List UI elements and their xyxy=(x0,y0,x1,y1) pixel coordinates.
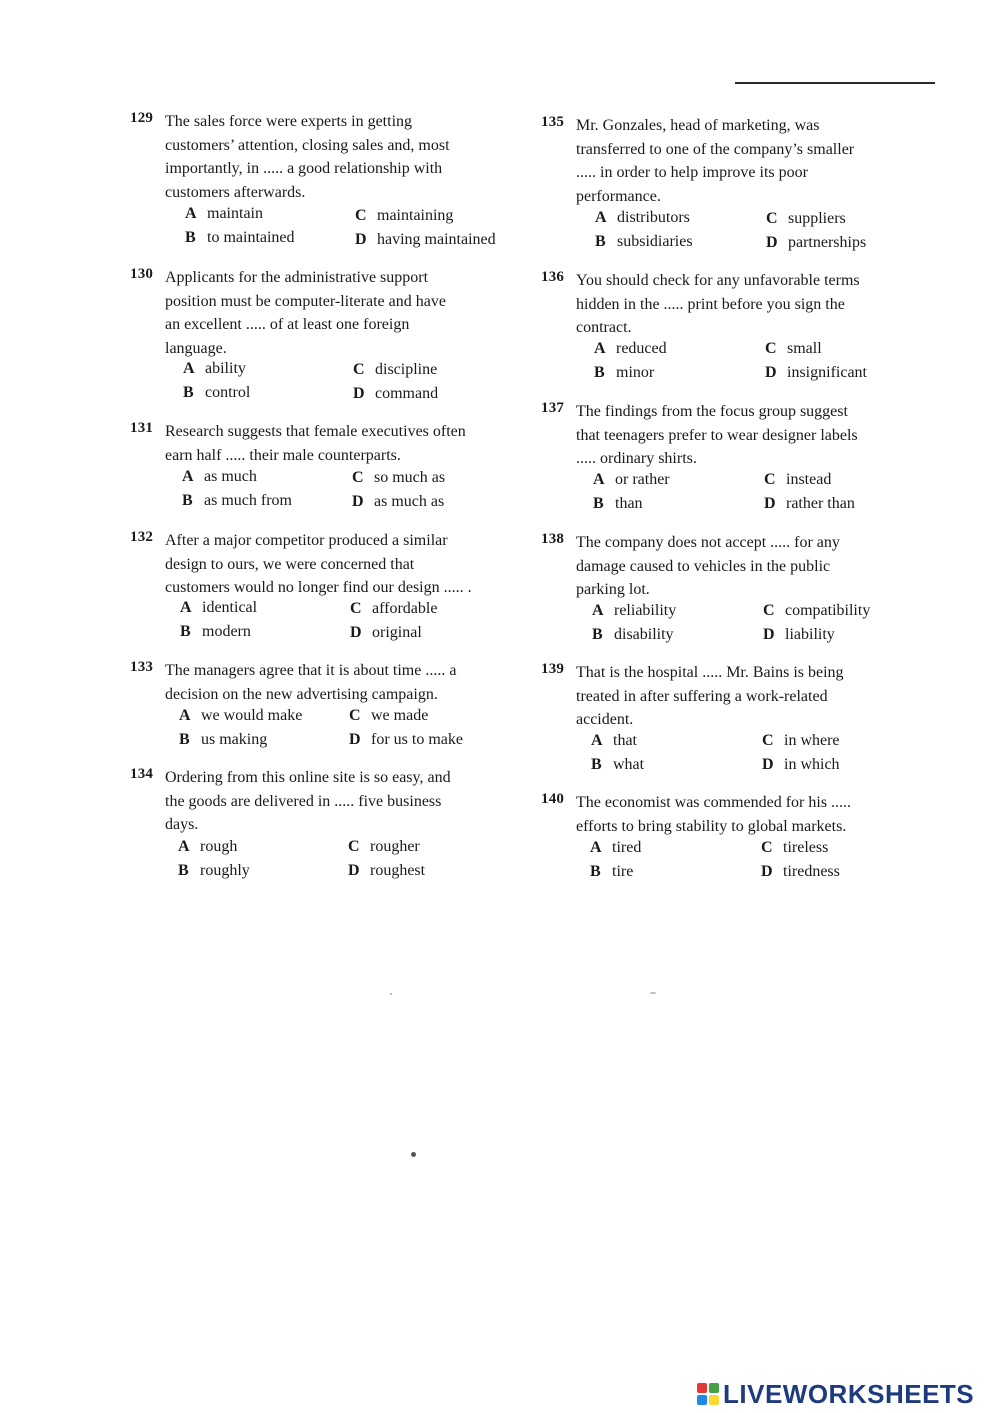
option-a[interactable]: A rough xyxy=(178,838,238,855)
option-b[interactable]: B than xyxy=(593,495,643,512)
option-b[interactable]: B subsidiaries xyxy=(595,233,693,250)
option-b[interactable]: B what xyxy=(591,756,645,773)
option-a[interactable]: A maintain xyxy=(185,205,263,222)
question-text: Ordering from this online site is so easy, and the goods are delivered in ..... five business days. xyxy=(165,769,451,833)
option-c[interactable]: C in where xyxy=(762,732,840,749)
question-number: 139 xyxy=(541,661,565,677)
question-text: The sales force were experts in getting customers’ attention, closing sales and, most importantly, in ..... a good relationship with customers afterwards. xyxy=(165,113,450,201)
question-text: After a major competitor produced a similar design to ours, we were concerned that customers would no longer find our design ..... . xyxy=(165,532,472,596)
question-number: 129 xyxy=(130,110,154,126)
option-a[interactable]: A identical xyxy=(180,599,258,616)
option-a[interactable]: A that xyxy=(591,732,637,749)
option-c[interactable]: C maintaining xyxy=(355,207,454,224)
question-text: That is the hospital ..... Mr. Bains is being treated in after suffering a work-related accident. xyxy=(576,664,844,728)
option-b[interactable]: B roughly xyxy=(178,862,250,879)
question-text: Research suggests that female executives often earn half ..... their male counterparts. xyxy=(165,423,466,464)
question-text: The economist was commended for his ..... efforts to bring stability to global markets. xyxy=(576,794,852,835)
option-a[interactable]: A we would make xyxy=(179,707,303,724)
scan-speck xyxy=(390,993,392,995)
logo-mark-icon xyxy=(697,1383,719,1405)
option-b[interactable]: B control xyxy=(183,384,251,401)
option-c[interactable]: C small xyxy=(765,340,822,357)
option-c[interactable]: C discipline xyxy=(353,361,438,378)
question-number: 140 xyxy=(541,791,565,807)
option-d[interactable]: D rather than xyxy=(764,495,855,512)
liveworksheets-logo xyxy=(697,1380,974,1408)
question-number: 138 xyxy=(541,531,565,547)
question-text: Mr. Gonzales, head of marketing, was transferred to one of the company’s smaller ..... in order to help improve its poor performance. xyxy=(576,117,855,205)
option-d[interactable]: D tiredness xyxy=(761,863,840,880)
option-d[interactable]: D having maintained xyxy=(355,231,496,248)
option-c[interactable]: C we made xyxy=(349,707,429,724)
question-text: The managers agree that it is about time ..... a decision on the new advertising campaign. xyxy=(165,662,457,703)
question-number: 131 xyxy=(130,420,154,436)
option-b[interactable]: B minor xyxy=(594,364,655,381)
option-a[interactable]: A ability xyxy=(183,360,246,377)
option-a[interactable]: A or rather xyxy=(593,471,670,488)
option-a[interactable]: A as much xyxy=(182,468,257,485)
option-c[interactable]: C so much as xyxy=(352,469,446,486)
question-text: You should check for any unfavorable terms hidden in the ..... print before you sign the contract. xyxy=(576,272,860,336)
option-b[interactable]: B as much from xyxy=(182,492,292,509)
question-number: 132 xyxy=(130,529,154,545)
option-a[interactable]: A reduced xyxy=(594,340,667,357)
option-d[interactable]: D roughest xyxy=(348,862,426,879)
question-number: 136 xyxy=(541,269,565,285)
option-b[interactable]: B modern xyxy=(180,623,251,640)
option-c[interactable]: C tireless xyxy=(761,839,829,856)
option-a[interactable]: A tired xyxy=(590,839,642,856)
top-rule xyxy=(735,82,935,84)
option-d[interactable]: D for us to make xyxy=(349,731,463,748)
option-d[interactable]: D in which xyxy=(762,756,840,773)
option-d[interactable]: D partnerships xyxy=(766,234,867,251)
option-d[interactable]: D command xyxy=(353,385,439,402)
option-d[interactable]: D original xyxy=(350,624,422,641)
option-c[interactable]: C affordable xyxy=(350,600,438,617)
option-b[interactable]: B to maintained xyxy=(185,229,295,246)
question-number: 130 xyxy=(130,266,154,282)
option-a[interactable]: A reliability xyxy=(592,602,677,619)
question-number: 133 xyxy=(130,659,154,675)
option-d[interactable]: D insignificant xyxy=(765,364,867,381)
option-c[interactable]: C rougher xyxy=(348,838,420,855)
option-c[interactable]: C compatibility xyxy=(763,602,871,619)
option-c[interactable]: C suppliers xyxy=(766,210,846,227)
question-text: Applicants for the administrative support position must be computer-literate and have an excellent ..... of at least one foreign language. xyxy=(165,269,446,357)
option-b[interactable]: B disability xyxy=(592,626,674,643)
option-a[interactable]: A distributors xyxy=(595,209,690,226)
question-text: The findings from the focus group suggest that teenagers prefer to wear designer labels ..... ordinary shirts. xyxy=(576,403,858,467)
question-text: The company does not accept ..... for any damage caused to vehicles in the public parking lot. xyxy=(576,534,840,598)
question-number: 137 xyxy=(541,400,565,416)
option-d[interactable]: D as much as xyxy=(352,493,445,510)
option-b[interactable]: B tire xyxy=(590,863,634,880)
option-c[interactable]: C instead xyxy=(764,471,832,488)
scan-speck xyxy=(650,992,656,994)
question-number: 134 xyxy=(130,766,154,782)
logo-text: LIVEWORKSHEETS xyxy=(723,1378,975,1409)
question-number: 135 xyxy=(541,114,565,130)
scan-speck xyxy=(411,1152,416,1157)
option-b[interactable]: B us making xyxy=(179,731,268,748)
option-d[interactable]: D liability xyxy=(763,626,835,643)
